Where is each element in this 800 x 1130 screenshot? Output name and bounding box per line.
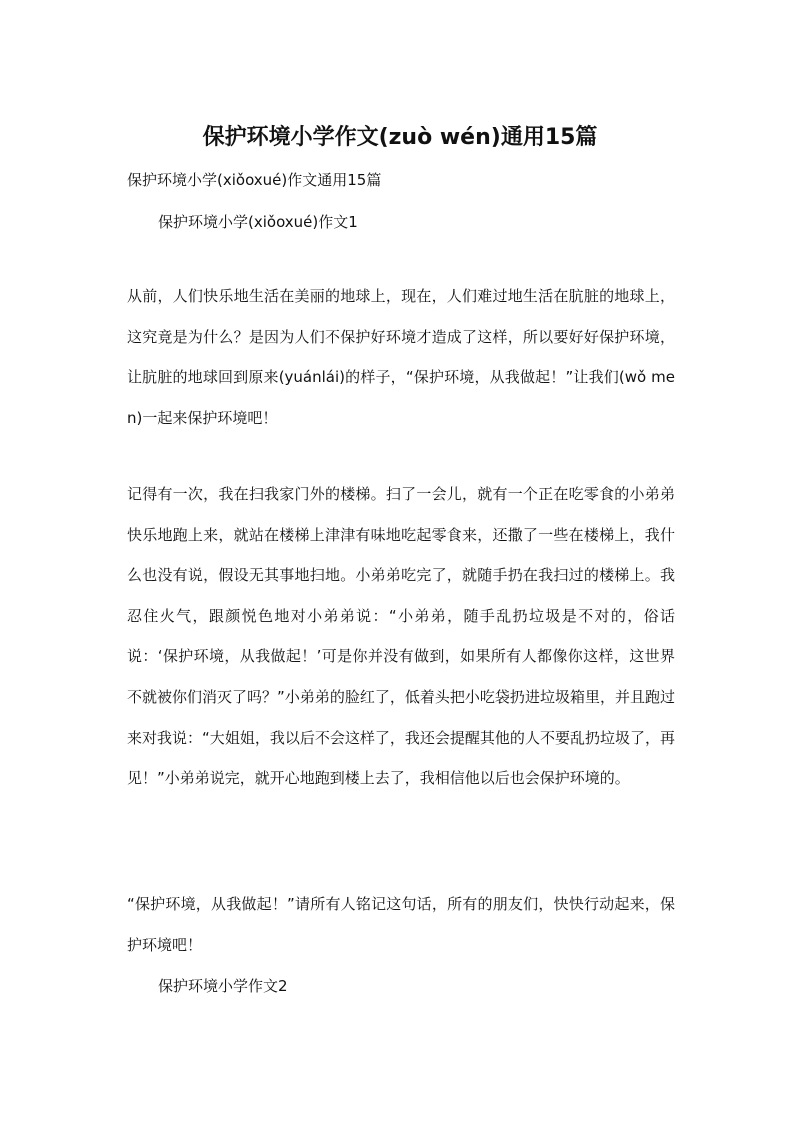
paragraph-1: 从前，人们快乐地生活在美丽的地球上，现在，人们难过地生活在肮脏的地球上，这究竟是为什么？是因为人们不保护好环境才造成了这样，所以要好好保护环境，让肮脏的地球回到原来(yuánlái)的样子，“保护环境，从我做起！”让我们(wǒ men)一起来保护环境吧！ bbox=[127, 287, 675, 427]
essay-2-heading: 保护环境小学作文2 bbox=[158, 977, 288, 995]
document-subtitle: 保护环境小学(xiǒoxué)作文通用15篇 bbox=[127, 171, 382, 189]
essay-1-heading: 保护环境小学(xiǒoxué)作文1 bbox=[158, 213, 358, 231]
paragraph-2: 记得有一次，我在扫我家门外的楼梯。扫了一会儿，就有一个正在吃零食的小弟弟快乐地跑上来，就站在楼梯上津津有味地吃起零食来，还撒了一些在楼梯上，我什么也没有说，假设无其事地扫地。小弟弟吃完了，就随手扔在我扫过的楼梯上。我忍住火气，跟颜悦色地对小弟弟说：“小弟弟，随手乱扔垃圾是不对的，俗话说：‘保护环境，从我做起！’可是你并没有做到，如果所有人都像你这样，这世界不就被你们消灭了吗？”小弟弟的脸红了，低着头把小吃袋扔进垃圾箱里，并且跑过来对我说：“大姐姐，我以后不会这样了，我还会提醒其他的人不要乱扔垃圾了，再见！”小弟弟说完，就开心地跑到楼上去了，我相信他以后也会保护环境的。 bbox=[127, 485, 675, 788]
document-title: 保护环境小学作文(zuò wén)通用15篇 bbox=[202, 125, 598, 150]
paragraph-3: “保护环境，从我做起！”请所有人铭记这句话，所有的朋友们，快快行动起来，保护环境吧！ bbox=[127, 895, 675, 954]
